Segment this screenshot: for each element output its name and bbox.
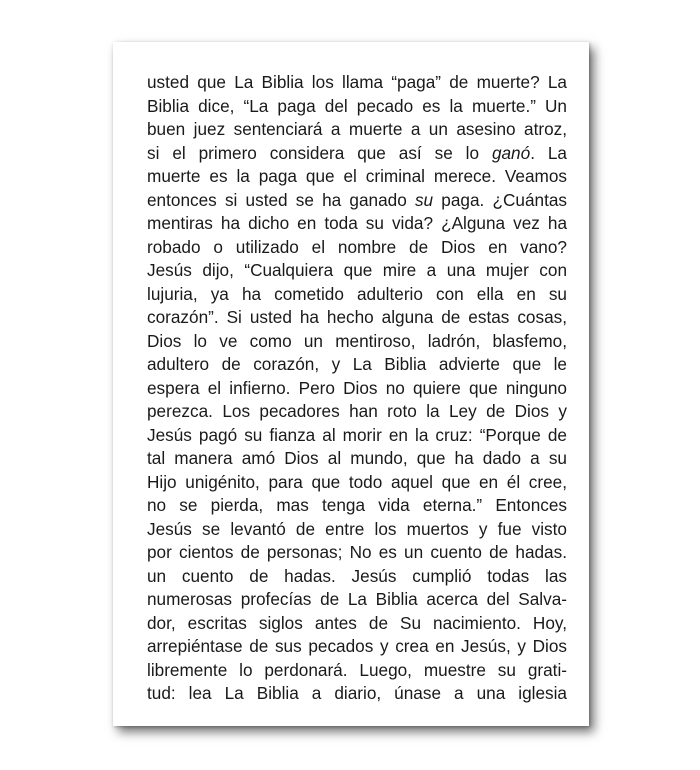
text-line: no se pierda, mas tenga vida eterna.” Entonces	[147, 495, 567, 515]
text-line: dor, escritas siglos antes de Su nacimiento. Hoy,	[147, 612, 567, 633]
text-line: Dios lo ve como un mentiroso, ladrón, blasfemo,	[147, 330, 567, 351]
text-line: Jesús se levantó de entre los muertos y fue visto	[147, 518, 567, 539]
emphasis-su: su	[414, 189, 434, 210]
text-line: tal manera amó Dios al mundo, que ha dado a su	[147, 448, 567, 468]
text-line: Jesús dijo, “Cualquiera que mire a una mujer con	[147, 260, 567, 280]
text-line: un cuento de hadas. Jesús cumplió todas las	[147, 565, 567, 586]
text-line: lujuria, ya ha cometido adulterio con ella en su	[147, 283, 567, 304]
text-line: arrepiéntase de sus pecados y crea en Jesús, y Dios	[147, 636, 567, 656]
document-page	[113, 42, 589, 726]
text-line: perezca. Los pecadores han roto la Ley de Dios y	[147, 401, 567, 421]
text-segment: entonces si usted se ha ganado	[147, 189, 415, 210]
text-segment: . La	[530, 142, 567, 163]
emphasis-ganó: ganó	[491, 142, 531, 163]
text-line	[147, 142, 567, 166]
text-line: Hijo unigénito, para que todo aquel que en él cree,	[147, 471, 567, 492]
text-line: adultero de corazón, y La Biblia advierte que le	[147, 354, 567, 374]
text-line: Jesús pagó su fianza al morir en la cruz: “Porque de	[147, 424, 567, 445]
text-line: mentiras ha dicho en toda su vida? ¿Alguna vez ha	[147, 213, 567, 233]
text-line: muerte es la paga que el criminal merece. Veamos	[147, 166, 567, 186]
text-line: usted que La Biblia los llama “paga” de muerte? La	[147, 72, 567, 92]
text-line: buen juez sentenciará a muerte a un asesino atroz,	[147, 119, 567, 139]
text-line: corazón”. Si usted ha hecho alguna de estas cosas,	[147, 307, 567, 327]
text-line: libremente lo perdonará. Luego, muestre su grati-	[147, 659, 567, 680]
text-segment: si el primero considera que así se lo	[147, 142, 492, 163]
text-line: Biblia dice, “La paga del pecado es la muerte.” Un	[147, 95, 567, 116]
text-line: espera el infierno. Pero Dios no quiere que ninguno	[147, 377, 567, 398]
text-line: robado o utilizado el nombre de Dios en vano?	[147, 236, 567, 257]
text-line	[147, 189, 567, 213]
text-segment: paga. ¿Cuántas	[433, 189, 568, 210]
text-line: numerosas profecías de La Biblia acerca del Salva-	[147, 589, 567, 609]
text-line: tud: lea La Biblia a diario, únase a una iglesia	[147, 683, 567, 703]
body-text	[147, 71, 567, 706]
text-line: por cientos de personas; No es un cuento de hadas.	[147, 542, 567, 562]
